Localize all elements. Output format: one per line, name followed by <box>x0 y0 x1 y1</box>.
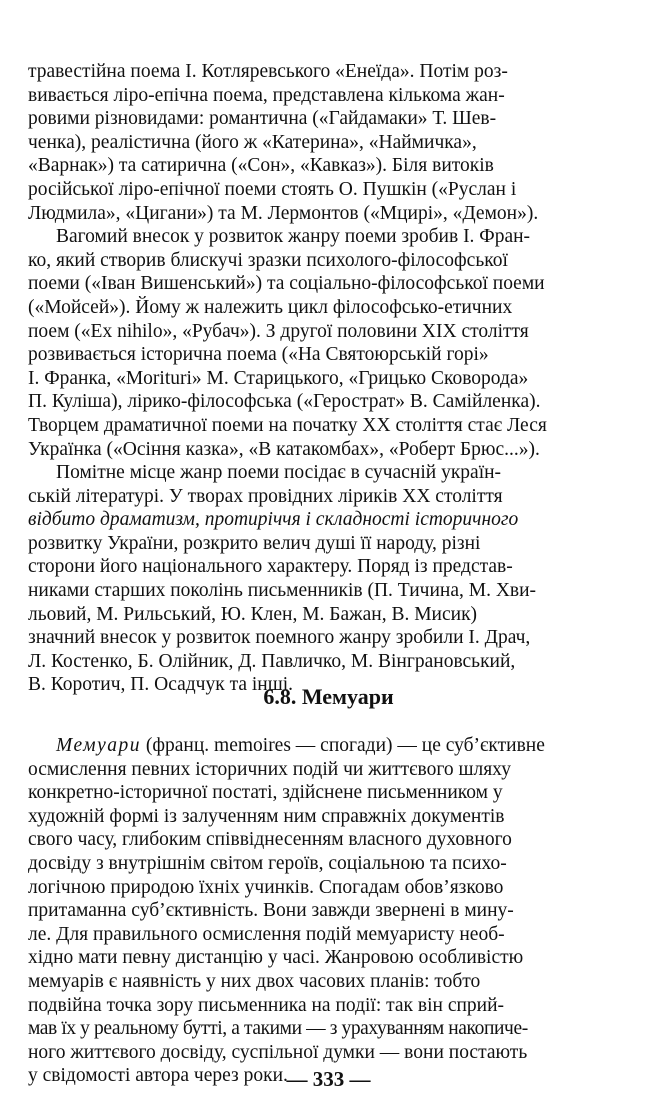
text-line: Помітне місце жанр поеми посідає в сучасній україн- <box>56 462 502 484</box>
text-line: ного життєвого досвіду, суспільної думки — вони постають <box>28 1041 528 1063</box>
text-line: «Варнак») та сатирична («Сон», «Кавказ»). Біля витоків <box>28 155 494 177</box>
text-line: значний внесок у розвиток поемного жанру зробили І. Драч, <box>28 627 531 649</box>
text-line: мемуарів є наявність у них двох часових планів: тобто <box>28 970 481 992</box>
text-line: Людмила», «Цигани») та М. Лермонтов («Мцирі», «Демон»). <box>28 202 539 224</box>
text-line: никами старших поколінь письменників (П. Тичина, М. Хви- <box>28 580 537 602</box>
text-line: мав їх у реальному бутті, а такими — з урахуванням накопиче- <box>28 1018 528 1040</box>
text-line: свого часу, глибоким співвіднесенням власного духовного <box>28 829 512 851</box>
text-line: поеми («Іван Вишенський») та соціально-філософської поеми <box>28 273 545 295</box>
text-line: І. Франка, «Morituri» М. Старицького, «Грицько Сковорода» <box>28 367 529 389</box>
text-line: подвійна точка зору письменника на події: так він сприй- <box>28 994 505 1016</box>
text-line: осмислення певних історичних подій чи життєвого шляху <box>28 758 511 780</box>
text-line: розвивається історична поема («На Святоюрській горі» <box>28 344 489 366</box>
main-text <box>28 60 633 697</box>
text-line: хідно мати певну дистанцію у часі. Жанровою особливістю <box>28 947 524 969</box>
text-line: ровими різновидами: романтична («Гайдамаки» Т. Шев- <box>28 108 497 130</box>
text-line: конкретно-історичної постаті, здійснене письменником у <box>28 782 503 804</box>
page-number: — 333 — <box>286 1067 371 1091</box>
text-line: притаманна суб’єктивність. Вони завжди звернені в мину- <box>28 900 514 922</box>
paragraph <box>28 60 633 225</box>
text-line: льовий, М. Рильський, Ю. Клен, М. Бажан, В. Мисик) <box>28 603 478 625</box>
text-line: ко, який створив блискучі зразки психолого-філософської <box>28 249 508 271</box>
text-line: Українка («Осіння казка», «В катакомбах», «Роберт Брюс...»). <box>28 438 540 460</box>
text-line: Л. Костенко, Б. Олійник, Д. Павличко, М. Вінграновський, <box>28 650 516 672</box>
term: Мемуари <box>56 735 141 756</box>
text-line: Вагомий внесок у розвиток жанру поеми зробив І. Фран- <box>56 226 531 248</box>
text-line: досвіду з внутрішнім світом героїв, соціальною та психо- <box>28 852 507 874</box>
section-heading: 6.8. Мемуари <box>263 684 394 709</box>
text-line: поем («Ex nihilo», «Рубач»). З другої половини XIX століття <box>28 320 529 342</box>
section-text <box>28 734 633 1088</box>
text-line: ле. Для правильного осмислення подій мемуаристу необ- <box>28 923 505 945</box>
paragraph <box>28 225 633 461</box>
text-line: В. Коротич, П. Осадчук та інші. <box>28 674 294 696</box>
text-line: ченка), реалістична (його ж «Катерина», «Наймичка», <box>28 131 477 153</box>
text-line: П. Куліша), лірико-філософська («Герострат» В. Самійленка). <box>28 391 541 413</box>
paragraph <box>28 461 633 697</box>
text-line: сторони його національного характеру. Поряд із представ- <box>28 556 513 578</box>
text-line: Мемуари (франц. memoires — спогади) — це суб’єктивне <box>56 735 545 756</box>
text-line: («Мойсей»). Йому ж належить цикл філософсько-етичних <box>28 296 513 318</box>
text-line: російської ліро-епічної поеми стоять О. Пушкін («Руслан і <box>28 178 517 200</box>
text-line: логічною природою їхніх учинків. Спогадам обов’язково <box>28 876 504 898</box>
text-line: у свідомості автора через роки. <box>28 1065 288 1087</box>
text-line: вивається ліро-епічна поема, представлена кількома жан- <box>28 84 505 106</box>
text-line: розвитку України, розкрито велич душі її народу, різні <box>28 532 481 554</box>
text-line: відбито драматизм, протиріччя і складності історичного <box>28 509 519 531</box>
text-line: ській літературі. У творах провідних ліриків XX століття <box>28 485 503 507</box>
text-line: травестійна поема І. Котляревського «Енеїда». Потім роз- <box>28 61 508 82</box>
text-line: художній формі із залученням ним справжніх документів <box>28 805 505 827</box>
text-line: Творцем драматичної поеми на початку XX століття стає Леся <box>28 414 547 436</box>
